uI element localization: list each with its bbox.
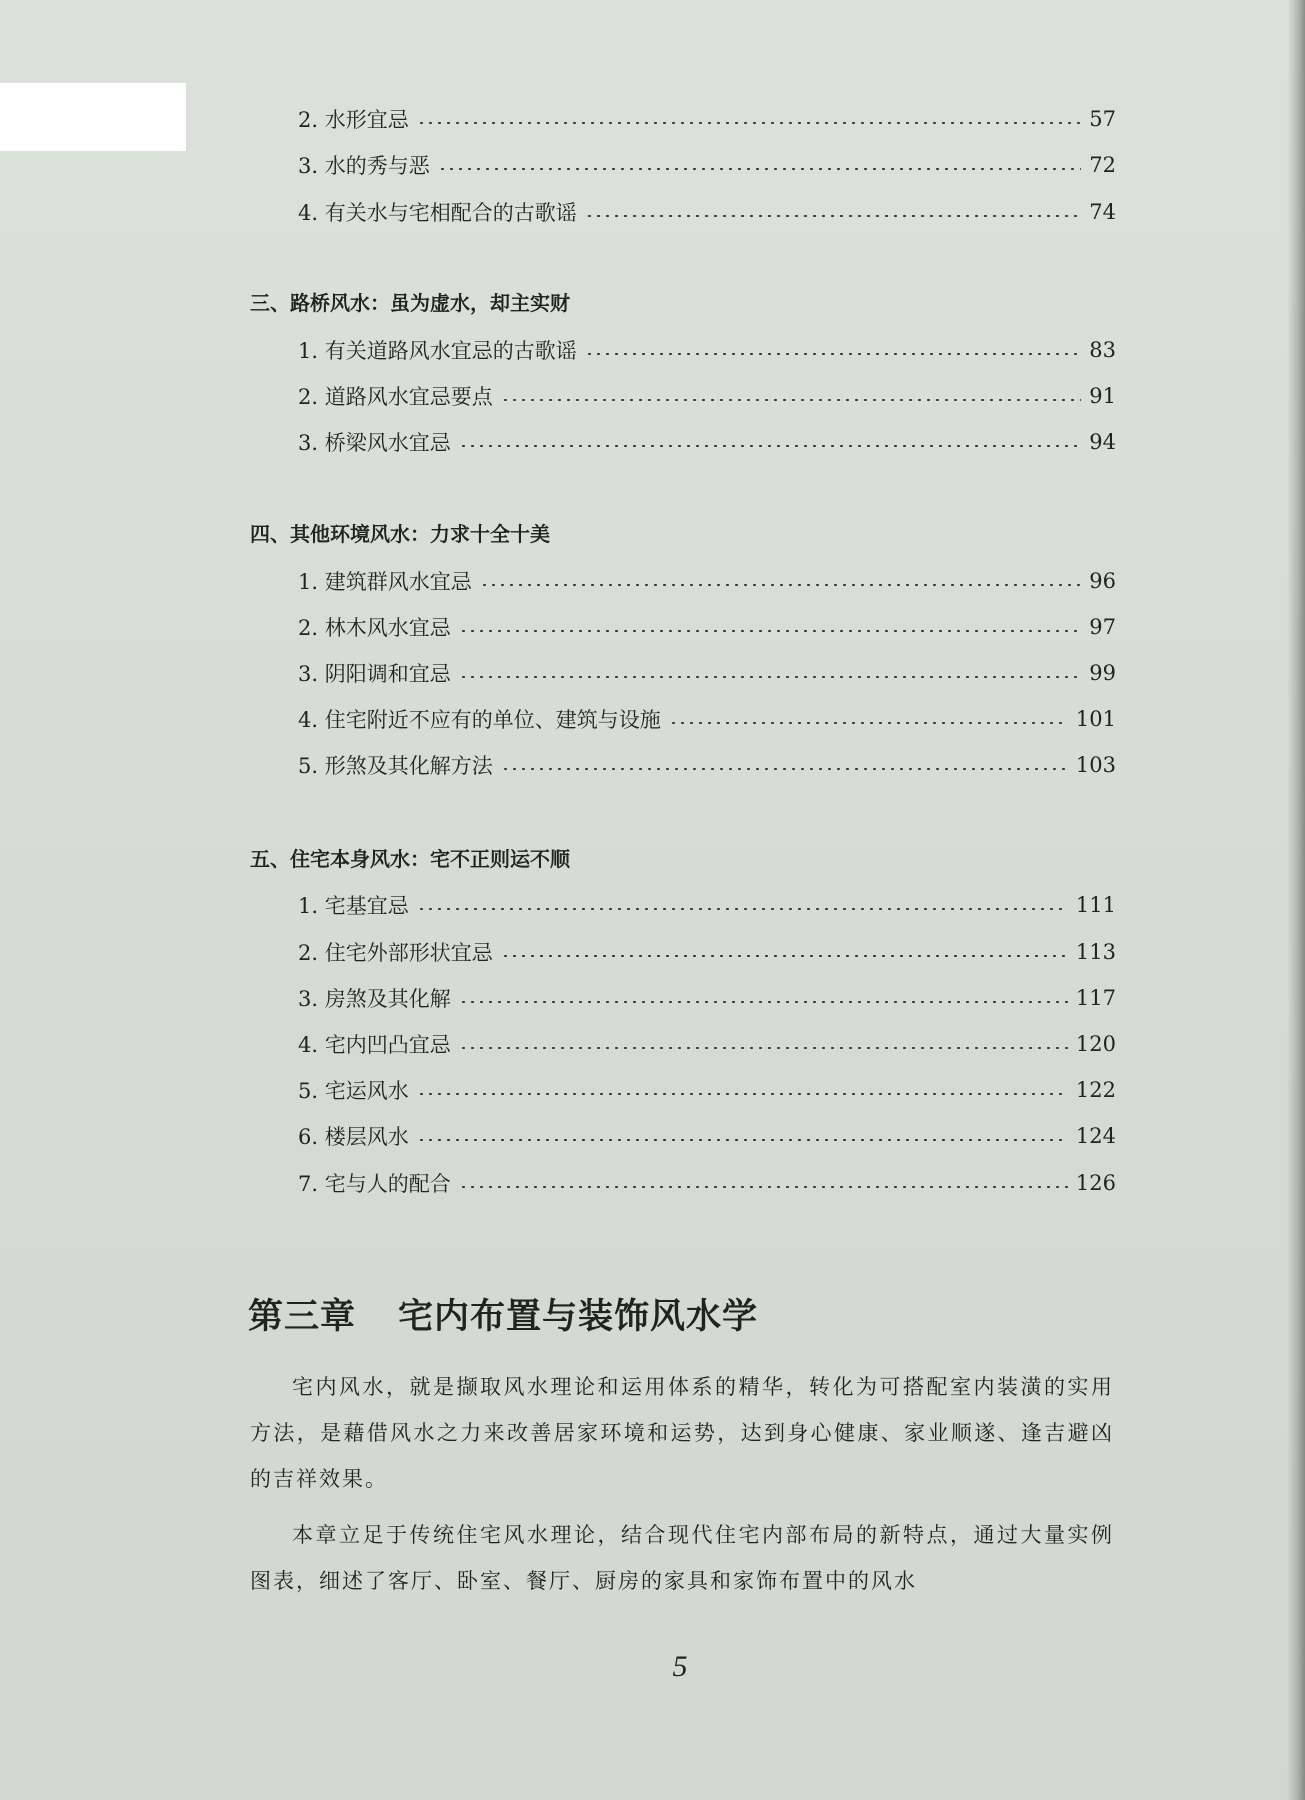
toc-entry-label: 1. 建筑群风水宜忌 <box>298 570 472 594</box>
toc-entry[interactable] <box>298 983 1116 1013</box>
toc-entry[interactable] <box>298 150 1116 180</box>
toc-leader-dots <box>585 353 1082 355</box>
toc-leader-dots <box>669 722 1068 724</box>
toc-entry[interactable] <box>298 1075 1116 1105</box>
toc-entry[interactable] <box>298 104 1116 134</box>
toc-entry-page: 96 <box>1089 569 1116 593</box>
toc-leader-dots <box>417 1139 1068 1141</box>
toc-entry-page: 94 <box>1089 430 1116 454</box>
toc-entry[interactable] <box>298 612 1116 642</box>
toc-entry-page: 124 <box>1075 1124 1116 1148</box>
toc-entry-page: 122 <box>1075 1078 1116 1102</box>
chapter-title[interactable] <box>248 1292 758 1342</box>
toc-entry-page: 83 <box>1089 338 1116 362</box>
toc-leader-dots <box>501 399 1082 401</box>
toc-entry-label: 2. 住宅外部形状宜忌 <box>298 941 493 965</box>
chapter-intro-paragraph: 本章立足于传统住宅风水理论，结合现代住宅内部布局的新特点，通过大量实例图表，细述了客厅、卧室、餐厅、厨房的家具和家饰布置中的风水 <box>250 1523 1114 1593</box>
toc-entry-label: 3. 阴阳调和宜忌 <box>298 662 451 686</box>
toc-leader-dots <box>501 768 1068 770</box>
toc-entry[interactable] <box>298 381 1116 411</box>
chapter-number: 第三章 <box>248 1296 357 1337</box>
toc-entry-page: 120 <box>1075 1032 1116 1056</box>
toc-section-heading[interactable]: 三、路桥风水：虽为虚水，却主实财 <box>250 291 570 315</box>
chapter-intro-paragraph: 宅内风水，就是撷取风水理论和运用体系的精华，转化为可搭配室内装潢的实用方法，是藉借风水之力来改善居家环境和运势，达到身心健康、家业顺遂、逢吉避凶的吉祥效果。 <box>250 1375 1114 1491</box>
toc-entry-page: 74 <box>1089 200 1116 224</box>
toc-entry-page: 103 <box>1075 753 1116 777</box>
toc-leader-dots <box>459 1001 1068 1003</box>
toc-leader-dots <box>480 584 1082 586</box>
chapter-title-text: 宅内布置与装饰风水学 <box>398 1296 759 1337</box>
toc-leader-dots <box>417 908 1068 910</box>
toc-entry-page: 101 <box>1075 707 1116 731</box>
toc-entry[interactable] <box>298 566 1116 596</box>
toc-leader-dots <box>459 445 1082 447</box>
toc-entry-label: 2. 水形宜忌 <box>298 108 409 132</box>
toc-entry[interactable] <box>298 750 1116 780</box>
toc-entry[interactable] <box>298 197 1116 227</box>
toc-section-heading[interactable]: 四、其他环境风水：力求十全十美 <box>250 522 550 546</box>
toc-entry[interactable] <box>298 704 1116 734</box>
toc-entry-label: 7. 宅与人的配合 <box>298 1172 451 1196</box>
toc-entry[interactable] <box>298 1029 1116 1059</box>
toc-leader-dots <box>459 630 1082 632</box>
toc-entry-page: 72 <box>1089 153 1116 177</box>
toc-entry-label: 3. 房煞及其化解 <box>298 987 451 1011</box>
toc-entry[interactable] <box>298 335 1116 365</box>
toc-entry-label: 1. 有关道路风水宜忌的古歌谣 <box>298 339 577 363</box>
toc-leader-dots <box>585 215 1082 217</box>
toc-leader-dots <box>417 122 1082 124</box>
toc-entry[interactable] <box>298 1168 1116 1198</box>
toc-entry-label: 5. 宅运风水 <box>298 1079 409 1103</box>
toc-leader-dots <box>501 955 1068 957</box>
toc-entry-page: 99 <box>1089 661 1116 685</box>
toc-entry-label: 1. 宅基宜忌 <box>298 894 409 918</box>
toc-entry-label: 6. 楼层风水 <box>298 1125 409 1149</box>
blank-label-patch <box>0 83 186 151</box>
toc-entry-page: 126 <box>1075 1171 1116 1195</box>
toc-section-heading[interactable]: 五、住宅本身风水：宅不正则运不顺 <box>250 847 570 871</box>
toc-entry-label: 3. 桥梁风水宜忌 <box>298 431 451 455</box>
toc-entry-page: 117 <box>1075 986 1116 1010</box>
toc-entry-page: 91 <box>1089 384 1116 408</box>
toc-leader-dots <box>438 168 1082 170</box>
page-edge-shadow <box>1287 0 1305 1800</box>
toc-entry[interactable] <box>298 1121 1116 1151</box>
toc-entry-label: 4. 宅内凹凸宜忌 <box>298 1033 451 1057</box>
toc-leader-dots <box>417 1093 1068 1095</box>
toc-entry-label: 4. 有关水与宅相配合的古歌谣 <box>298 201 577 225</box>
toc-entry-label: 2. 道路风水宜忌要点 <box>298 385 493 409</box>
toc-leader-dots <box>459 1047 1068 1049</box>
toc-entry-label: 3. 水的秀与恶 <box>298 154 430 178</box>
toc-entry[interactable] <box>298 937 1116 967</box>
toc-entry[interactable] <box>298 890 1116 920</box>
toc-entry-page: 57 <box>1089 107 1116 131</box>
toc-entry[interactable] <box>298 427 1116 457</box>
toc-entry-label: 4. 住宅附近不应有的单位、建筑与设施 <box>298 708 661 732</box>
toc-entry-label: 2. 林木风水宜忌 <box>298 616 451 640</box>
toc-entry-label: 5. 形煞及其化解方法 <box>298 754 493 778</box>
toc-entry[interactable] <box>298 658 1116 688</box>
toc-leader-dots <box>459 1186 1068 1188</box>
toc-entry-page: 97 <box>1089 615 1116 639</box>
toc-entry-page: 113 <box>1075 940 1116 964</box>
page-number: 5 <box>672 1650 688 1683</box>
toc-entry-page: 111 <box>1075 893 1116 917</box>
toc-leader-dots <box>459 676 1082 678</box>
